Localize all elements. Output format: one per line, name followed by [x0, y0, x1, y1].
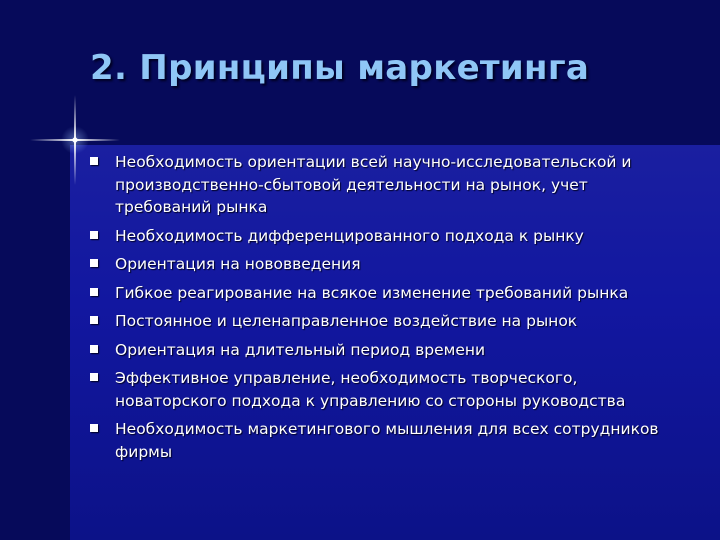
square-bullet-icon	[90, 157, 98, 165]
bullet-text: Гибкое реагирование на всякое изменение требований рынка	[115, 283, 629, 302]
bullet-text: Постоянное и целенаправленное воздействие на рынок	[115, 312, 578, 330]
square-bullet-icon	[90, 288, 98, 296]
bullet-text: Необходимость ориентации всей научно-исследовательской и производственно-сбытовой деятельности на рынок, учет требований рынка	[115, 153, 632, 216]
list-item	[88, 253, 688, 276]
slide-title: 2. Принципы маркетинга	[90, 48, 590, 88]
bullet-text: Ориентация на длительный период времени	[115, 340, 486, 359]
bullet-text: Необходимость маркетингового мышления для всех сотрудников фирмы	[115, 420, 659, 461]
bullet-text: Необходимость дифференцированного подхода к рынку	[115, 226, 584, 245]
square-bullet-icon	[90, 259, 98, 267]
bullet-text: Эффективное управление, необходимость творческого, новаторского подхода к управлению со стороны руководства	[115, 369, 626, 410]
square-bullet-icon	[90, 316, 98, 324]
square-bullet-icon	[90, 231, 98, 239]
list-item	[88, 367, 688, 412]
bullet-text: Ориентация на нововведения	[115, 255, 361, 273]
list-item	[88, 225, 688, 248]
list-item	[88, 339, 688, 362]
bullet-list	[88, 151, 688, 469]
list-item	[88, 282, 688, 305]
square-bullet-icon	[90, 373, 98, 381]
square-bullet-icon	[90, 345, 98, 353]
list-item	[88, 310, 688, 333]
square-bullet-icon	[90, 424, 98, 432]
list-item	[88, 151, 688, 219]
list-item	[88, 418, 688, 463]
left-band	[0, 145, 70, 540]
